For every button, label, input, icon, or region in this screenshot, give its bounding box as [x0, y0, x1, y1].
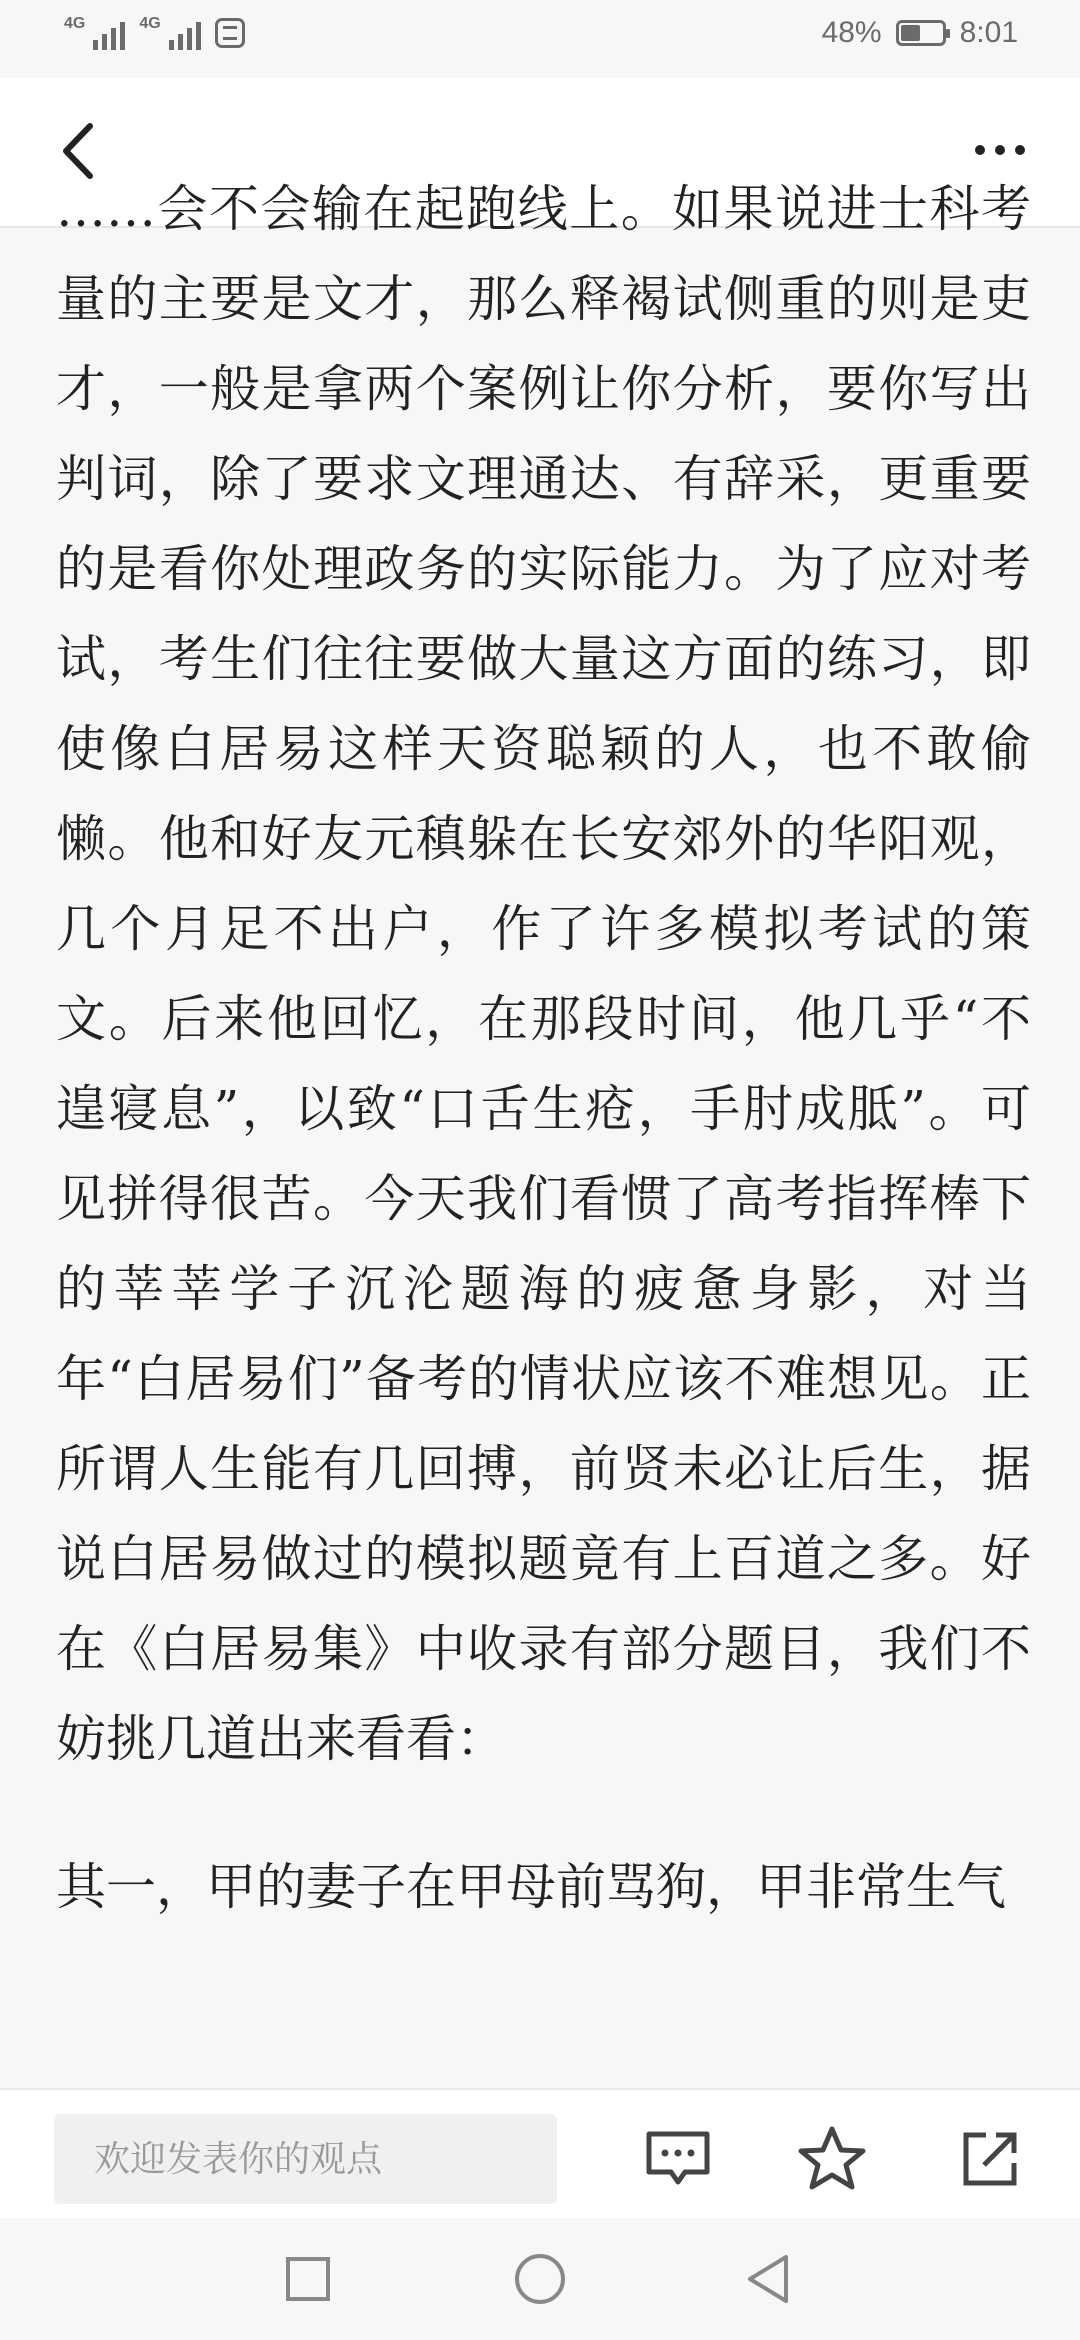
status-right: [822, 16, 1018, 50]
clock: 8:01: [959, 16, 1018, 49]
favorite-button[interactable]: [787, 2114, 877, 2204]
comment-button[interactable]: [633, 2114, 723, 2204]
signal-icon-2: [139, 16, 200, 50]
battery-icon: [896, 20, 946, 46]
article-paragraph: ……会不会输在起跑线上。如果说进士科考量的主要是文才，那么释褐试侧重的则是吏才，一般是拿两个案例让你分析，要你写出判词，除了要求文理通达、有辞采，更重要的是看你处理政务的实际能力。为了应对考试，考生们往往要做大量这方面的练习，即使像白居易这样天资聪颖的人，也不敢偷懒。他和好友元稹躲在长安郊外的华阳观，几个月足不出户，作了许多模拟考试的策文。后来他回忆，在那段时间，他几乎“不遑寝息”，以致“口舌生疮，手肘成胝”。可见拼得很苦。今天我们看惯了高考指挥棒下的莘莘学子沉沦题海的疲惫身影，对当年“白居易们”备考的情状应该不难想见。正所谓人生能有几回搏，前贤未必让后生，据说白居易做过的模拟题竟有上百道之多。好在《白居易集》中收录有部分题目，我们不妨挑几道出来看看：: [56, 180, 1031, 1768]
triangle-back-icon: [740, 2251, 796, 2307]
sim-icon: [215, 18, 245, 48]
status-left: [64, 16, 245, 50]
network-type-1: 4G: [64, 15, 86, 32]
comment-input[interactable]: [54, 2114, 557, 2204]
home-button[interactable]: [505, 2244, 575, 2314]
comment-icon: [643, 2124, 713, 2194]
star-icon: [796, 2123, 868, 2195]
more-horizontal-icon: [975, 145, 985, 155]
network-type-2: 4G: [139, 15, 161, 32]
article-paragraph: 其一，甲的妻子在甲母前骂狗，甲非常生气: [56, 1858, 1006, 1916]
battery-percent: 48%: [821, 16, 882, 49]
nav-back-button[interactable]: [733, 2244, 803, 2314]
signal-icon: [64, 16, 125, 50]
article-body[interactable]: [0, 180, 1080, 2088]
circle-icon: [512, 2251, 568, 2307]
share-button[interactable]: [945, 2114, 1035, 2204]
recents-button[interactable]: [273, 2244, 343, 2314]
system-nav-bar: [0, 2218, 1080, 2340]
bottom-action-bar: [0, 2088, 1080, 2220]
square-icon: [283, 2254, 333, 2304]
share-icon: [958, 2127, 1022, 2191]
status-bar: [0, 0, 1080, 78]
article-content: [56, 164, 1031, 1990]
